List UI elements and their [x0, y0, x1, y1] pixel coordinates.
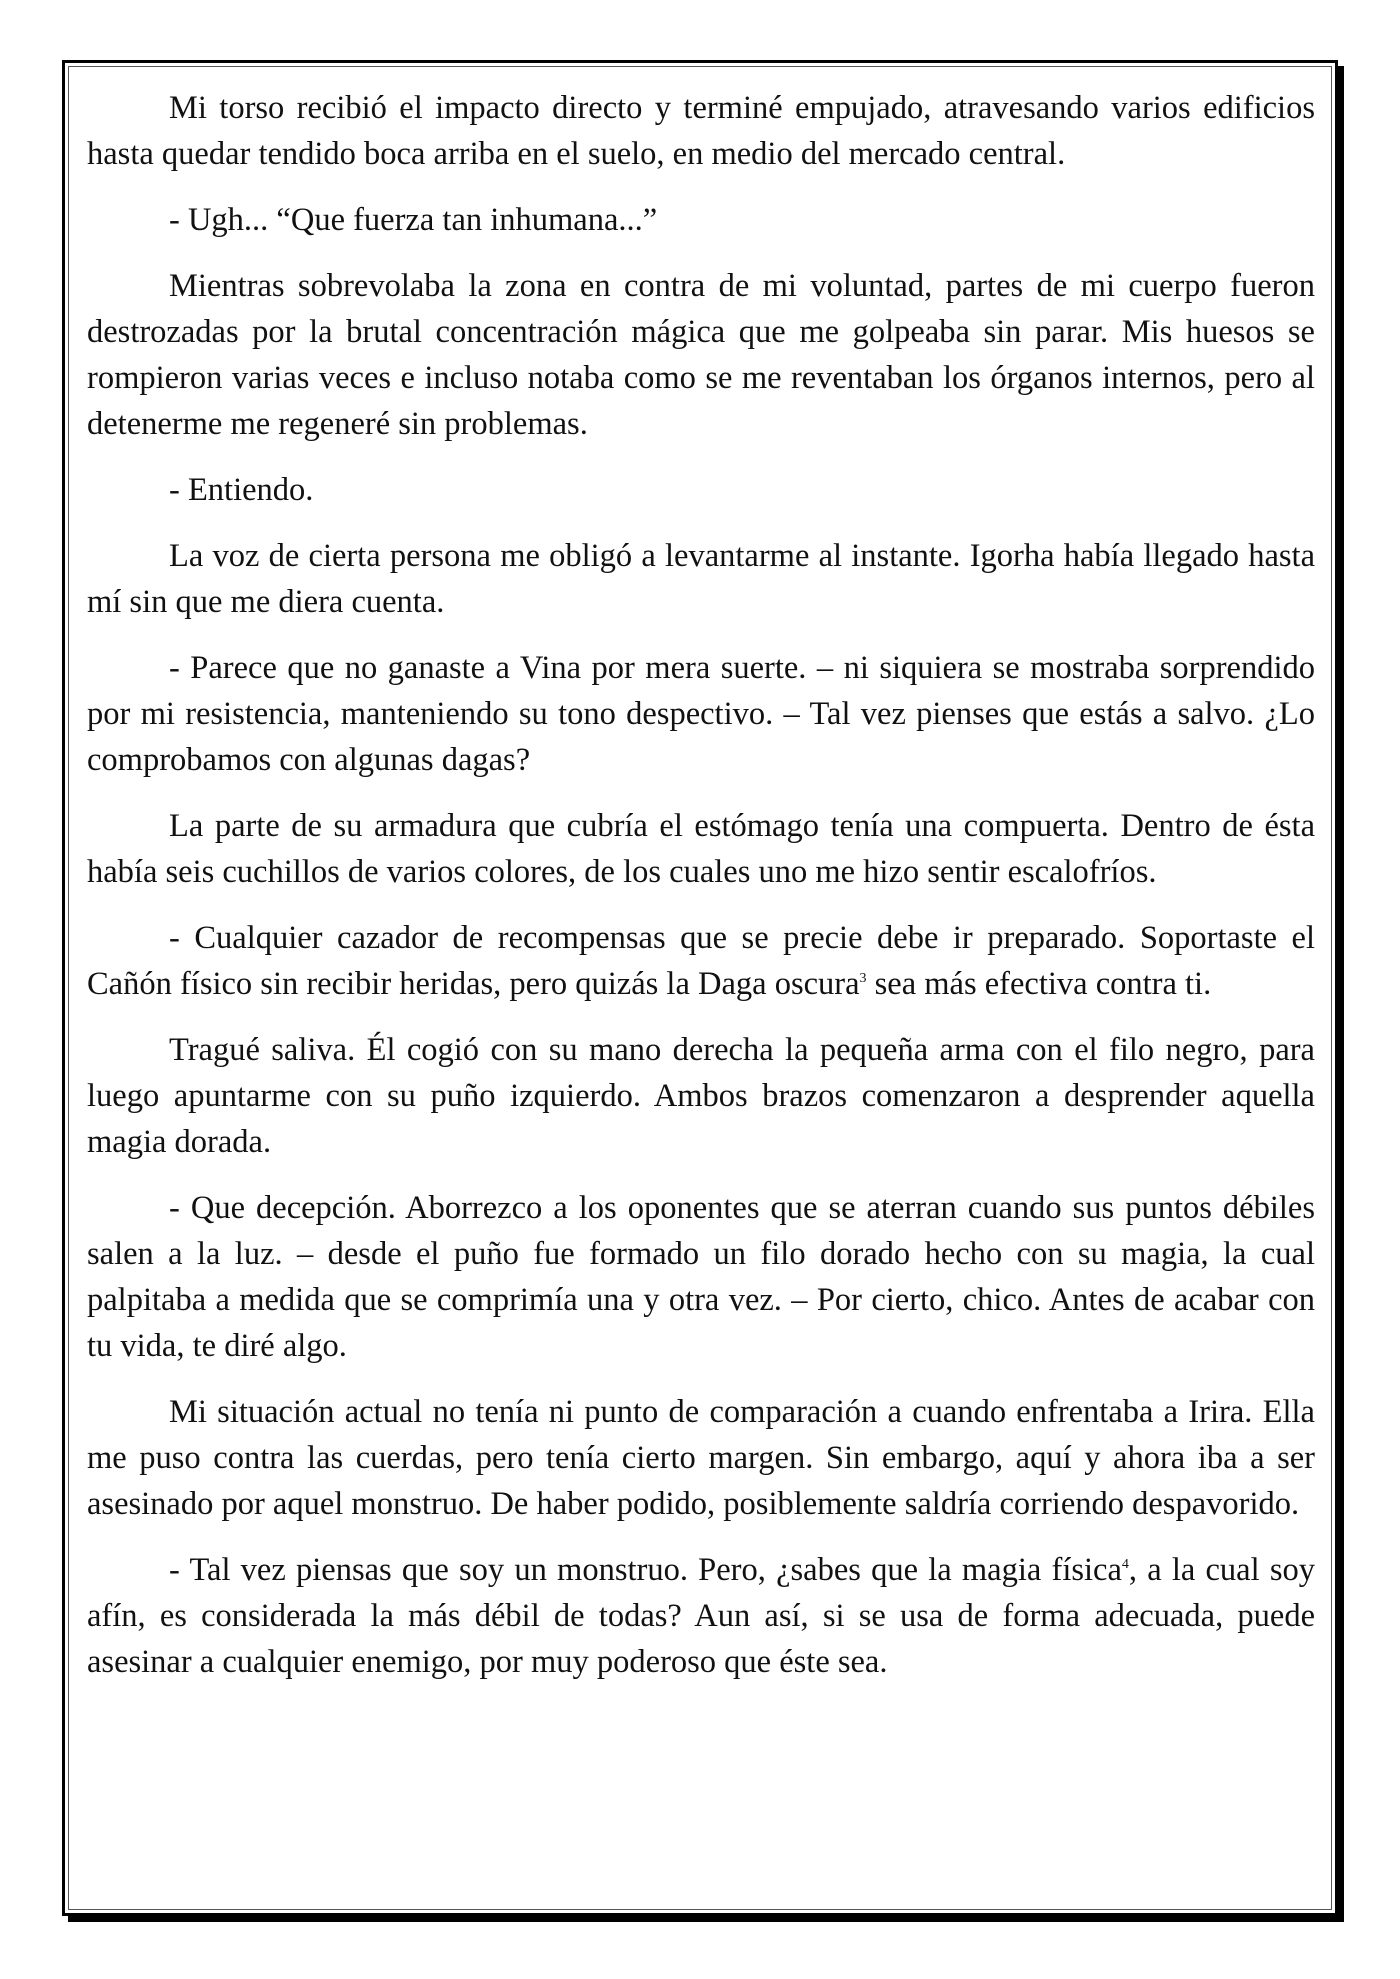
paragraph-text: sea más efectiva contra ti. — [866, 966, 1212, 1002]
page-border — [62, 60, 1338, 1916]
paragraph: - Entiendo. — [169, 472, 314, 508]
paragraph: La voz de cierta persona me obligó a levantarme al instante. Igorha había llegado hasta mí sin que me diera cuenta. — [87, 538, 1315, 620]
paragraph: - Que decepción. Aborrezco a los oponentes que se aterran cuando sus puntos débiles salen a la luz. – desde el puño fue formado un filo dorado hecho con su magia, la cual palpitaba a medida que se comprimía una y otra vez. – Por cierto, chico. Antes de acabar con tu vida, te diré algo. — [87, 1190, 1315, 1364]
paragraph: - Ugh... “Que fuerza tan inhumana...” — [169, 202, 658, 238]
paragraph-with-footnote — [87, 1547, 1315, 1685]
paragraph: Mi torso recibió el impacto directo y terminé empujado, atravesando varios edificios hasta quedar tendido boca arriba en el suelo, en medio del mercado central. — [87, 90, 1315, 172]
paragraph: Mi situación actual no tenía ni punto de comparación a cuando enfrentaba a Irira. Ella me puso contra las cuerdas, pero tenía cierto margen. Sin embargo, aquí y ahora iba a ser asesinado por aquel monstruo. De haber podido, posiblemente saldría corriendo despavorido. — [87, 1394, 1315, 1522]
footnote-marker: 3 — [859, 971, 867, 987]
paragraph: Tragué saliva. Él cogió con su mano derecha la pequeña arma con el filo negro, para luego apuntarme con su puño izquierdo. Ambos brazos comenzaron a desprender aquella magia dorada. — [87, 1032, 1315, 1160]
paragraph: - Parece que no ganaste a Vina por mera suerte. – ni siquiera se mostraba sorprendido por mi resistencia, manteniendo su tono despectivo. – Tal vez pienses que estás a salvo. ¿Lo comprobamos con algunas dagas? — [87, 650, 1315, 778]
paragraph: La parte de su armadura que cubría el estómago tenía una compuerta. Dentro de ésta había seis cuchillos de varios colores, de los cuales uno me hizo sentir escalofríos. — [87, 808, 1315, 890]
document-body — [87, 85, 1315, 1705]
paragraph-text: - Tal vez piensas que soy un monstruo. Pero, ¿sabes que la magia física — [169, 1552, 1122, 1588]
paragraph-with-footnote — [87, 915, 1315, 1007]
paragraph-text: - Cualquier cazador de recompensas que se precie debe ir preparado. Soportaste el Cañón físico sin recibir heridas, pero quizás la Daga oscura — [87, 920, 1315, 1002]
paragraph: Mientras sobrevolaba la zona en contra de mi voluntad, partes de mi cuerpo fueron destrozadas por la brutal concentración mágica que me golpeaba sin parar. Mis huesos se rompieron varias veces e incluso notaba como se me reventaban los órganos internos, pero al detenerme me regeneré sin problemas. — [87, 268, 1315, 442]
paragraph-text: , a la cual soy afín, es considerada la más débil de todas? Aun así, si se usa de forma adecuada, puede asesinar a cualquier enemigo, por muy poderoso que éste sea. — [87, 1552, 1315, 1680]
footnote-marker: 4 — [1121, 1557, 1129, 1573]
